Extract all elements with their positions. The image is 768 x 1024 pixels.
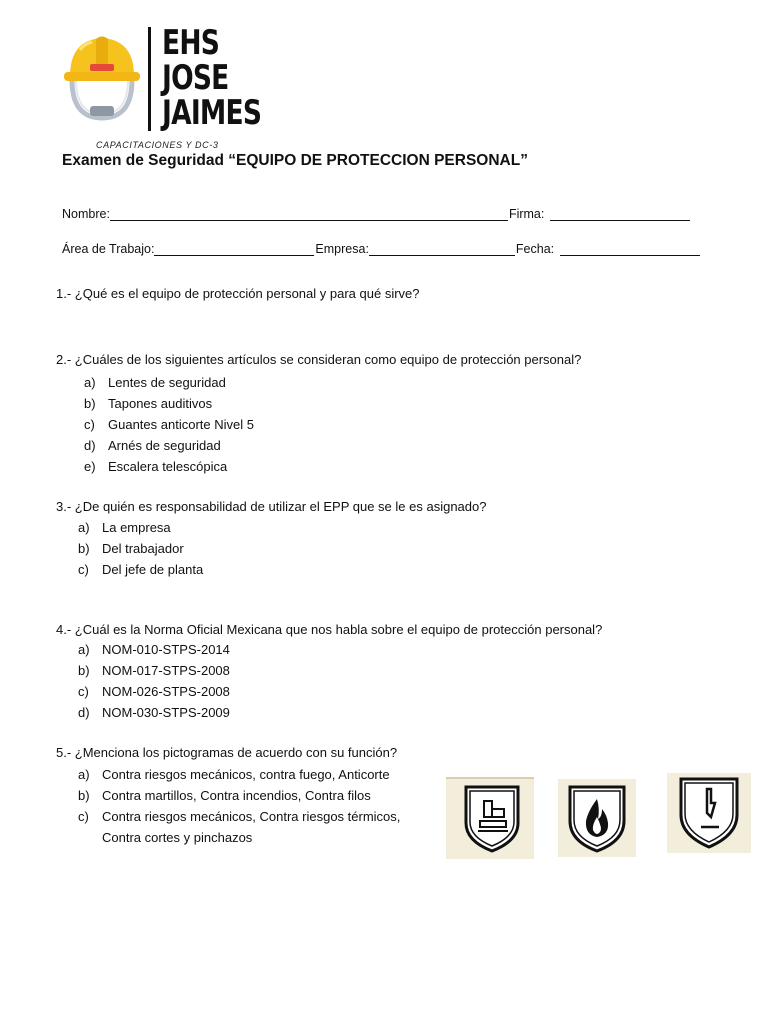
area-label: Área de Trabajo: bbox=[62, 242, 155, 256]
helmet-logo-icon bbox=[62, 30, 142, 122]
fecha-label: Fecha: bbox=[515, 242, 555, 256]
list-item[interactable]: c) Guantes anticorte Nivel 5 bbox=[84, 417, 254, 432]
list-item[interactable]: a) Lentes de seguridad bbox=[84, 375, 226, 390]
question-3-options bbox=[78, 517, 203, 580]
list-item[interactable]: a) Contra riesgos mecánicos, contra fuego, Anticorte bbox=[78, 767, 390, 782]
empresa-field[interactable] bbox=[369, 243, 515, 256]
brand-line-3: JAIMES bbox=[162, 93, 262, 133]
list-item[interactable]: c) Contra riesgos mecánicos, Contra riesgos térmicos, bbox=[78, 809, 401, 824]
area-field[interactable] bbox=[154, 243, 314, 256]
brand-line-2: JOSE bbox=[162, 58, 229, 98]
list-item[interactable]: a) NOM-010-STPS-2014 bbox=[78, 642, 230, 657]
question-4-options bbox=[78, 639, 230, 723]
question-5-options bbox=[78, 764, 400, 848]
question-3: 3.- ¿De quién es responsabilidad de utilizar el EPP que se le es asignado? bbox=[56, 499, 487, 514]
mechanical-risk-shield-icon[interactable] bbox=[446, 777, 534, 859]
cut-knife-shield-icon[interactable] bbox=[667, 773, 751, 853]
list-item[interactable]: d) NOM-030-STPS-2009 bbox=[78, 705, 230, 720]
question-2: 2.- ¿Cuáles de los siguientes artículos se consideran como equipo de protección personal? bbox=[56, 352, 582, 367]
form-row-2 bbox=[62, 242, 701, 256]
list-item[interactable]: c) NOM-026-STPS-2008 bbox=[78, 684, 230, 699]
list-item[interactable]: b) Tapones auditivos bbox=[84, 396, 213, 411]
brand-line-1: EHS bbox=[162, 23, 220, 63]
question-1: 1.- ¿Qué es el equipo de protección personal y para qué sirve? bbox=[56, 286, 420, 301]
nombre-field[interactable] bbox=[110, 208, 508, 221]
question-5: 5.- ¿Menciona los pictogramas de acuerdo con su función? bbox=[56, 745, 398, 760]
list-item[interactable]: b) Del trabajador bbox=[78, 541, 184, 556]
firma-label: Firma: bbox=[508, 207, 545, 221]
exam-title: Examen de Seguridad “EQUIPO DE PROTECCION PERSONAL” bbox=[62, 152, 528, 169]
brand-subtitle: CAPACITACIONES Y DC-3 bbox=[96, 140, 219, 150]
list-item[interactable]: b) Contra martillos, Contra incendios, Contra filos bbox=[78, 788, 371, 803]
fire-shield-icon[interactable] bbox=[558, 779, 636, 857]
list-item[interactable]: d) Arnés de seguridad bbox=[84, 438, 221, 453]
question-2-options bbox=[84, 372, 254, 477]
fecha-field[interactable] bbox=[560, 243, 700, 256]
list-item[interactable]: b) NOM-017-STPS-2008 bbox=[78, 663, 230, 678]
question-4: 4.- ¿Cuál es la Norma Oficial Mexicana que nos habla sobre el equipo de protección personal? bbox=[56, 622, 603, 637]
list-item[interactable]: e) Escalera telescópica bbox=[84, 459, 228, 474]
firma-field[interactable] bbox=[550, 208, 690, 221]
empresa-label: Empresa: bbox=[315, 242, 369, 256]
list-item[interactable]: a) La empresa bbox=[78, 520, 171, 535]
list-item: Contra cortes y pinchazos bbox=[102, 830, 253, 845]
nombre-label: Nombre: bbox=[62, 207, 110, 221]
logo-divider bbox=[148, 27, 151, 131]
form-row-1 bbox=[62, 207, 691, 221]
list-item[interactable]: c) Del jefe de planta bbox=[78, 562, 204, 577]
